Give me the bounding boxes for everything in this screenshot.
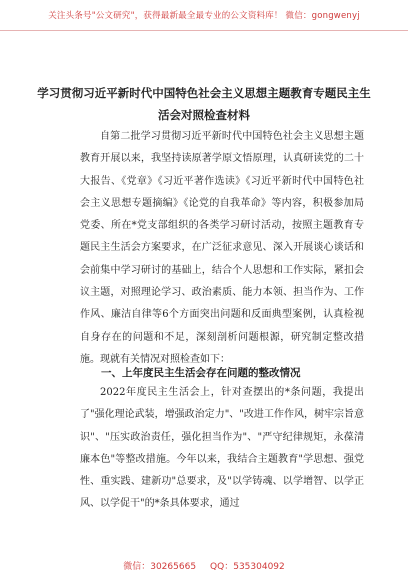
footer-qq: QQ：535304092 <box>210 561 285 572</box>
section-heading: 一、上年度民主生活会存在问题的整改情况 <box>101 367 301 379</box>
header-banner <box>0 0 408 31</box>
header-banner-text: 关注头条号"公文研究"，获得最新最全最专业的公文资料库！ 微信：gongwenyj <box>48 11 360 21</box>
intro-paragraph: 自第二批学习贯彻习近平新时代中国特色社会主义思想主题教育开展以来，我坚持读原著学原文悟原理，认真研读党的二十大报告、《党章》《习近平著作选读》《习近平新时代中国特色社会主义思想专题摘编》《论党的自我革命》等内容，积极参加局党委、所在*党支部组织的各类学习研讨活动，按照主题教育专题民主生活会方案要求，在广泛征求意见、深入开展谈心谈话和会前集中学习研讨的基础上，结合个人思想和工作实际，紧扣会议主题，对照理论学习、政治素质、能力本领、担当作为、工作作风、廉洁自律等6个方面突出问题和反面典型案例，认真检视自身存在的问题和不足，深刻剖析问题根源，研究制定整改措施。现就有关情况对照检查如下： <box>80 131 364 365</box>
document-title: 学习贯彻习近平新时代中国特色社会主义思想主题教育专题民主生活会对照检查材料 <box>37 86 371 122</box>
footer-wechat: 微信：30265665 <box>123 561 197 572</box>
section-paragraph: 2022年度民主生活会上，针对查摆出的*条问题，我提出了"强化理论武装，增强政治定力"、"改进工作作风，树牢宗旨意识"、"压实政治责任，强化担当作为"、"严守纪律规矩，永葆清廉本色"等整改措施。今年以来，我结合主题教育"学思想、强党性、重实践、建新功"总要求，及"以学铸魂、以学增智、以学正风、以学促干"的*条具体要求，通过 <box>80 387 364 510</box>
footer-contact <box>0 550 408 580</box>
